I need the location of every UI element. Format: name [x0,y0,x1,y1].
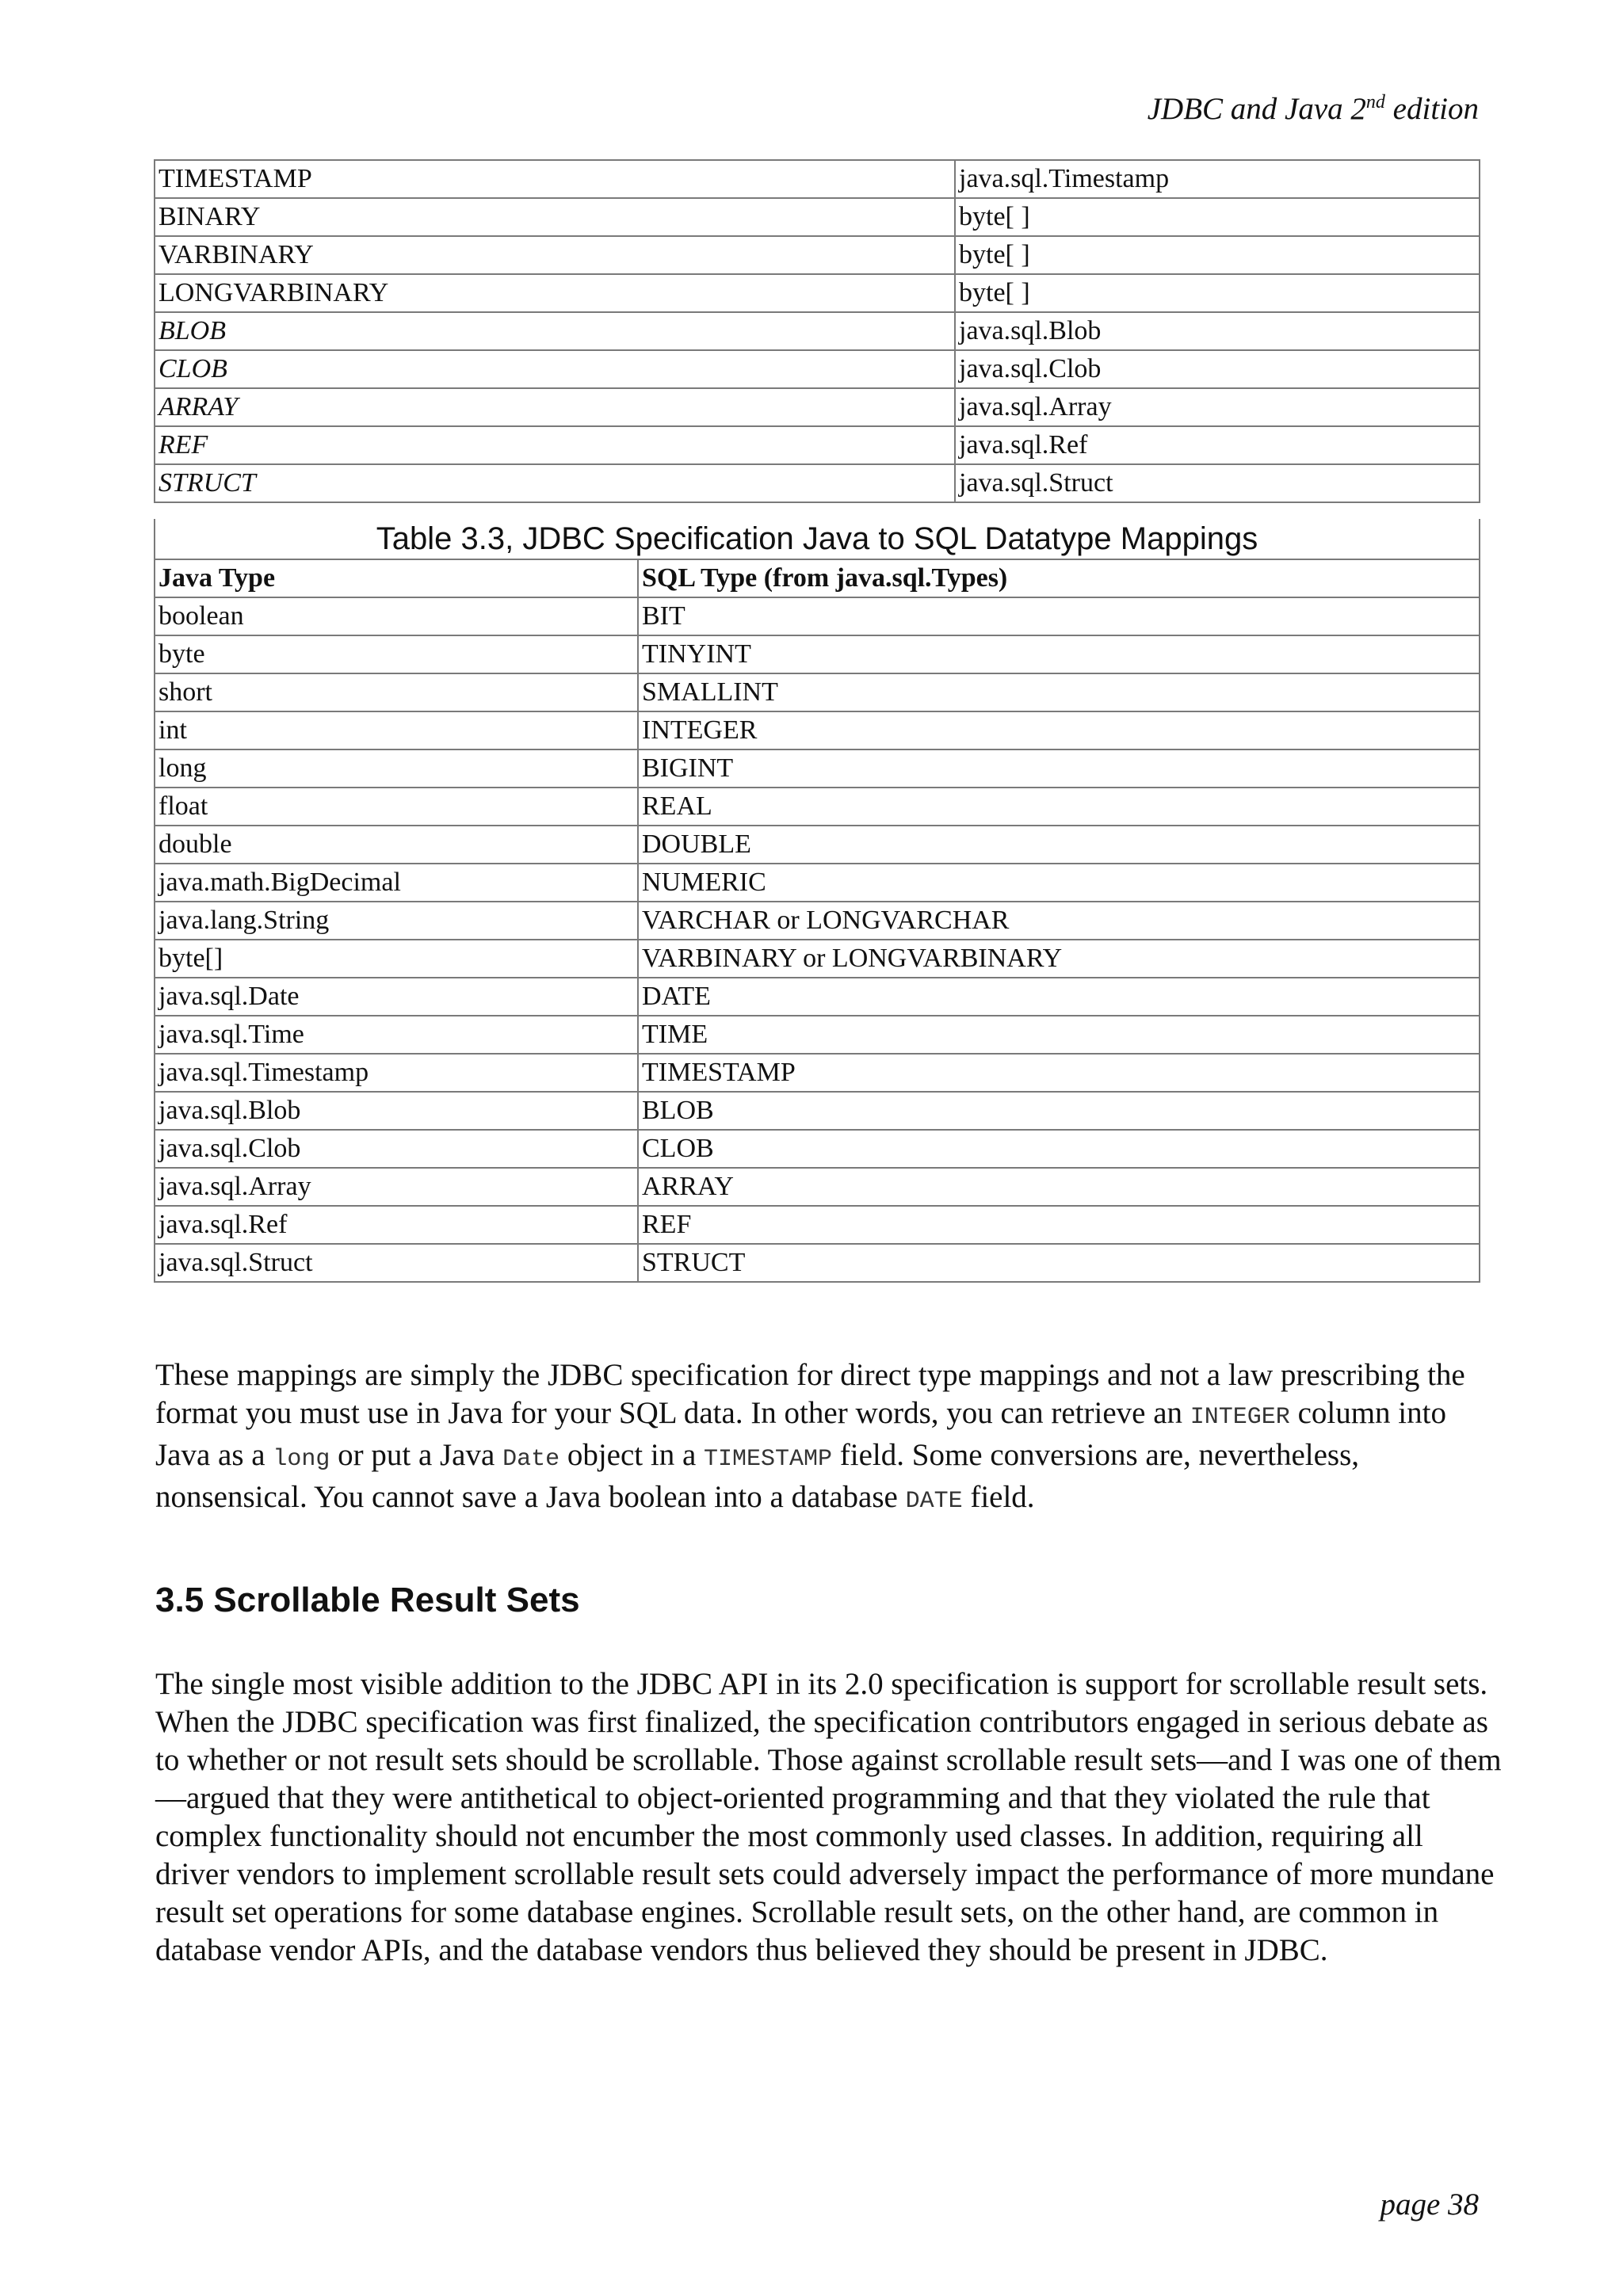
sql-type-cell: SMALLINT [638,673,1480,711]
sql-type-cell: TIMESTAMP [155,160,955,198]
sql-type-cell: DATE [638,978,1480,1016]
table-row [155,749,1480,788]
sql-type-cell: NUMERIC [638,864,1480,902]
section-heading: 3.5 Scrollable Result Sets [155,1581,580,1619]
inline-code: INTEGER [1190,1404,1290,1431]
header-java-type: Java Type [155,559,638,597]
java-type-cell: java.math.BigDecimal [155,864,638,902]
table-row [155,1206,1480,1244]
java-type-cell: java.sql.Blob [155,1092,638,1130]
java-type-cell: java.sql.Ref [955,426,1480,464]
sql-type-cell: REF [155,426,955,464]
sql-type-cell: VARBINARY or LONGVARBINARY [638,940,1480,978]
java-type-cell: int [155,711,638,749]
table-row [155,198,1480,236]
table-row [155,597,1480,635]
table-row [155,1130,1480,1168]
java-type-cell: java.sql.Clob [155,1130,638,1168]
sql-type-cell: BLOB [155,312,955,350]
inline-code: Date [502,1446,560,1473]
sql-type-cell: BLOB [638,1092,1480,1130]
java-type-cell: byte[] [155,940,638,978]
table-row [155,940,1480,978]
paragraph-text: column into Java as a [155,1396,1446,1472]
inline-code: long [273,1446,330,1473]
table-header-row [155,559,1480,597]
sql-type-cell: VARCHAR or LONGVARCHAR [638,902,1480,940]
table-row [155,1244,1480,1282]
running-header [1148,93,1479,124]
sql-type-cell: BINARY [155,198,955,236]
header-title-prefix: JDBC and Java 2 [1147,92,1366,126]
table-row [155,711,1480,749]
table-row [155,864,1480,902]
sql-type-cell: STRUCT [638,1244,1480,1282]
table-row [155,635,1480,673]
java-type-cell: short [155,673,638,711]
table-row [155,388,1480,426]
java-type-cell: java.sql.Ref [155,1206,638,1244]
java-type-cell: java.sql.Array [155,1168,638,1206]
page-number: page 38 [1380,2187,1479,2222]
sql-type-cell: BIGINT [638,749,1480,788]
paragraph-text: field. Some conversions are, nevertheless, nonsensical. You cannot save a Java boolean into a database [155,1438,1360,1514]
java-type-cell: java.sql.Time [155,1016,638,1054]
java-type-cell: long [155,749,638,788]
sql-type-cell: REAL [638,788,1480,826]
paragraph-text: These mappings are simply the JDBC specification for direct type mappings and not a law prescribing the format you must use in Java for your SQL data. In other words, you can retrieve an [155,1358,1465,1430]
table-row [155,1054,1480,1092]
sql-to-java-table-continued [154,159,1480,503]
java-type-cell: java.sql.Struct [955,464,1480,502]
java-type-cell: java.sql.Date [155,978,638,1016]
paragraph-text: field. [962,1480,1035,1514]
paragraph-text: or put a Java [330,1438,503,1472]
sql-type-cell: LONGVARBINARY [155,274,955,312]
sql-type-cell: STRUCT [155,464,955,502]
sql-type-cell: ARRAY [638,1168,1480,1206]
sql-type-cell: REF [638,1206,1480,1244]
table-row [155,350,1480,388]
table-row [155,788,1480,826]
java-type-cell: java.sql.Timestamp [155,1054,638,1092]
table-row [155,236,1480,274]
sql-type-cell: CLOB [638,1130,1480,1168]
java-type-cell: double [155,826,638,864]
java-type-cell: byte [155,635,638,673]
java-type-cell: java.sql.Struct [155,1244,638,1282]
header-title-superscript: nd [1365,92,1385,113]
sql-type-cell: TINYINT [638,635,1480,673]
table-row [155,464,1480,502]
table-row [155,1168,1480,1206]
table-row [155,826,1480,864]
header-sql-type: SQL Type (from java.sql.Types) [638,559,1480,597]
java-type-cell: boolean [155,597,638,635]
java-type-cell: byte[ ] [955,274,1480,312]
table-row [155,274,1480,312]
sql-type-cell: CLOB [155,350,955,388]
java-type-cell: java.sql.Timestamp [955,160,1480,198]
java-type-cell: java.sql.Array [955,388,1480,426]
table-row [155,312,1480,350]
sql-type-cell: BIT [638,597,1480,635]
java-type-cell: java.sql.Clob [955,350,1480,388]
sql-type-cell: DOUBLE [638,826,1480,864]
sql-type-cell: TIME [638,1016,1480,1054]
table-row [155,1092,1480,1130]
inline-code: DATE [905,1488,963,1515]
table-caption: Table 3.3, JDBC Specification Java to SQL Datatype Mappings [154,519,1480,559]
java-type-cell: byte[ ] [955,198,1480,236]
java-type-cell: byte[ ] [955,236,1480,274]
table-row [155,978,1480,1016]
table-row [155,1016,1480,1054]
java-type-cell: java.lang.String [155,902,638,940]
java-to-sql-table [154,559,1480,1283]
sql-type-cell: TIMESTAMP [638,1054,1480,1092]
java-type-cell: java.sql.Blob [955,312,1480,350]
paragraph-text: object in a [559,1438,705,1472]
header-title-suffix: edition [1384,92,1479,126]
mappings-paragraph [155,1356,1487,1520]
table-row [155,160,1480,198]
sql-type-cell: ARRAY [155,388,955,426]
table-row [155,426,1480,464]
table-row [155,673,1480,711]
inline-code: TIMESTAMP [704,1446,833,1473]
table-row [155,902,1480,940]
sql-type-cell: VARBINARY [155,236,955,274]
scrollable-result-sets-paragraph: The single most visible addition to the JDBC API in its 2.0 specification is support for scrollable result sets. When the JDBC specification was first finalized, the specification contributors engaged in serious debate as to whether or not result sets should be scrollable. Those against scrollable result sets—and I was one of them—argued that they were antithetical to object-oriented programming and that they violated the rule that complex functionality should not encumber the most commonly used classes. In addition, requiring all driver vendors to implement scrollable result sets could adversely impact the performance of more mundane result set operations for some database engines. Scrollable result sets, on the other hand, are common in database vendor APIs, and the database vendors thus believed they should be present in JDBC. [155,1667,1502,1967]
sql-type-cell: INTEGER [638,711,1480,749]
java-type-cell: float [155,788,638,826]
